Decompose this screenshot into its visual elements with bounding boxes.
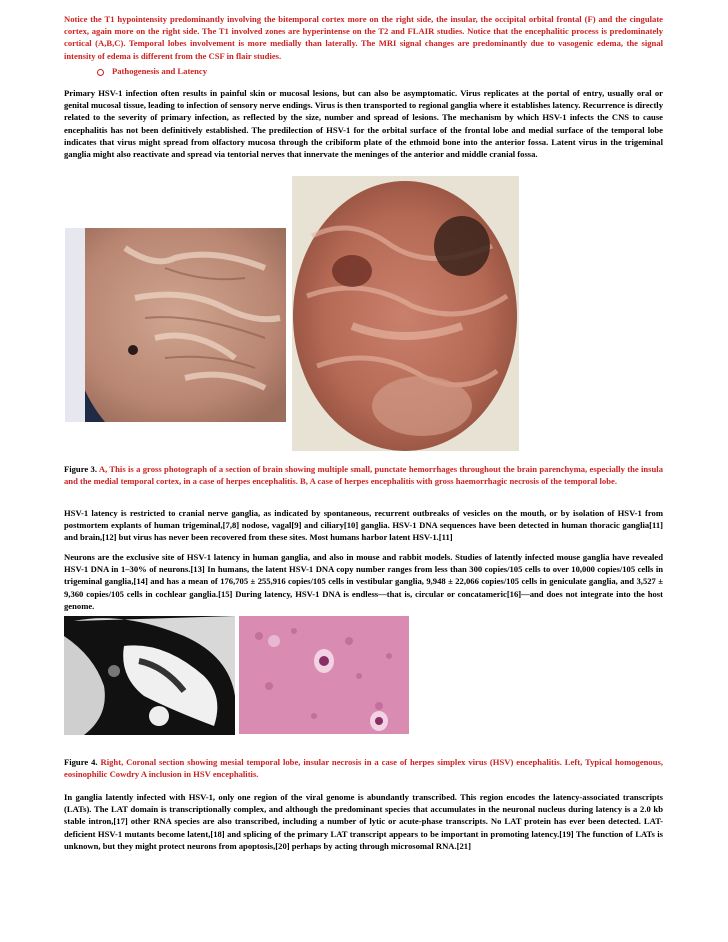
figure4-caption-text: Right, Coronal section showing mesial temporal lobe, insular necrosis in a case of herpes simplex virus (HSV) encephalitis. Left, Typical homogenous, eosinophilic Cowdry A inclusion in HSV encephalitis. <box>64 757 664 780</box>
bullet-circle-icon <box>97 69 104 76</box>
figure3-label: Figure 3. <box>64 464 97 474</box>
pathogenesis-paragraph: Primary HSV-1 infection often results in painful skin or mucosal lesions, but can also be asymptomatic. Virus replicates at the portal of entry, usually oral or genital mucosal tissue, leading to infection of sensory nerve endings. Virus is then transported to regional ganglia where it establishes latency. Recurrence is directly related to the severity of primary infection, as reflected by the size, number and spread of lesions. The mechanism by which HSV-1 infects the CNS to cause encephalitis has not been definitively established. The predilection of HSV-1 for the orbital surface of the frontal lobe and medial surface of the temporal lobe indicates that virus might spread from olfactory mucosa through the cribiform plate of the ethmoid bone into the anterior fossa. Latent virus in the trigeminal ganglia might also reactivate and spread via tentorial nerves that innervate the meninges of the anterior and middle cranial fossa. <box>64 88 663 160</box>
cowdry-inclusion-histology <box>239 616 409 734</box>
brain-gross-hemorrhage-photo <box>292 176 519 451</box>
figure3-caption-text: A, This is a gross photograph of a section of brain showing multiple small, punctate hemorrhages throughout the brain parenchyma, especially the insula and the medial temporal cortex, in a case of herpes encephalitis. B, A case of herpes encephalitis with gross haemorrhagic necrosis of the temporal lobe. <box>64 464 663 487</box>
section-heading <box>97 66 207 76</box>
neurons-paragraph: Neurons are the exclusive site of HSV-1 latency in human ganglia, and also in mouse and rabbit models. Studies of latently infected mouse ganglia have revealed HSV-1 DNA in 1–30% of neurons.[13] In humans, the latent HSV-1 DNA copy number ranges from less than 300 copies/105 cells to over 10,000 copies/105 cells in trigeminal ganglia,[14] and has a mean of 176,705 ± 255,916 copies/105 cells in vestibular ganglia, 9,948 ± 22,066 copies/105 cells in geniculate ganglia, and 3,527 ± 9,360 copies/105 cells in cochlear ganglia.[15] During latency, HSV-1 DNA is endless—that is, circular or concatameric[16]—and does not integrate into the host genome. <box>64 552 663 611</box>
figure4-caption <box>64 756 663 780</box>
brain-section-photo <box>65 228 286 422</box>
figure4-label: Figure 4. <box>64 757 98 767</box>
coronal-section-mri <box>64 616 235 735</box>
section-heading-label: Pathogenesis and Latency <box>112 66 208 76</box>
intro-paragraph: Notice the T1 hypointensity predominantly involving the bitemporal cortex more on the right side, the insular, the occipital orbital frontal (F) and the cingulate cortex, again more on the right side. The T1 involved zones are hyperintense on the T2 and FLAIR studies. Notice that the encephalitic process is predominately cortical (A,B,C). Temporal lobes involvement is more medially than laterally. The MRI signal changes are predominantly due to vasogenic edema, the signal intensity of edema is different from the CSF in flair studies. <box>64 14 663 61</box>
figure3-caption <box>64 463 663 487</box>
lat-paragraph: In ganglia latently infected with HSV-1, only one region of the viral genome is abundantly transcribed. This region encodes the latency-associated transcripts (LATs). The LAT domain is transcriptionally complex, and although the predominant species that accumulates in the neuronal nucleus during latency is a 2.0 kb stable intron,[17] other RNA species are also transcribed, including a number of lytic or acute-phase transcripts. No LAT protein has ever been detected. LAT-deficient HSV-1 mutants become latent,[18] and splicing of the primary LAT transcript appears to be important in promoting latency.[19] The function of LATs is unknown, but they might protect neurons from apoptosis,[20] perhaps by acting through microsomal RNA.[21] <box>64 792 663 851</box>
latency-paragraph: HSV-1 latency is restricted to cranial nerve ganglia, as indicated by spontaneous, recurrent outbreaks of vesicles on the mouth, or by isolation of HSV-1 from postmortem explants of human trigeminal,[7,8] nodose, vagal[9] and ciliary[10] ganglia. HSV-1 DNA sequences have been detected in human thoracic ganglia[11] and brain,[12] but virus has never been recovered from these sites. Most humans harbor latent HSV-1.[11] <box>64 508 663 543</box>
